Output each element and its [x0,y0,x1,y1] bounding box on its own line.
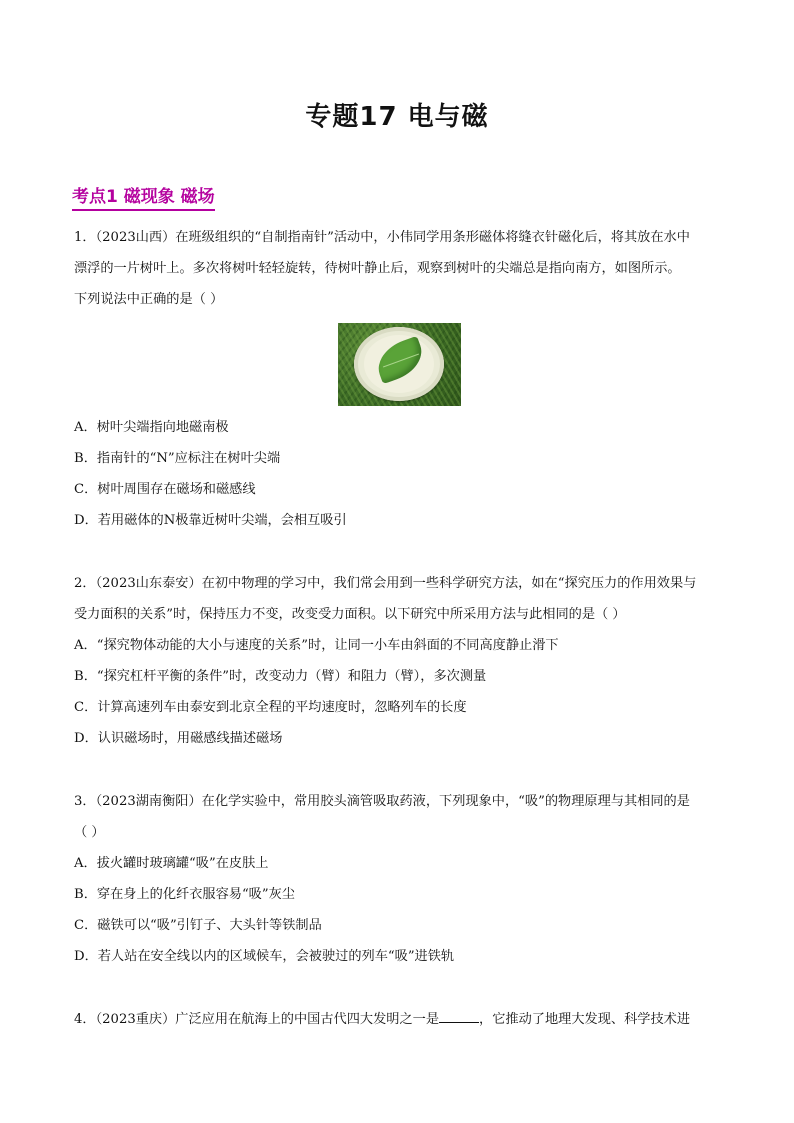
answer-blank[interactable] [439,1008,479,1023]
option-b: B．“探究杠杆平衡的条件”时，改变动力（臂）和阻力（臂），多次测量 [74,669,487,684]
option-d: D．认识磁场时，用磁感线描述磁场 [74,731,283,746]
option-c: C．树叶周围存在磁场和磁感线 [74,482,256,497]
question-stem-line: 漂浮的一片树叶上。多次将树叶轻轻旋转，待树叶静止后，观察到树叶的尖端总是指向南方，如图所示。 [74,261,681,276]
question-1 [74,222,724,536]
leaf-compass-photo [338,323,461,406]
question-3 [74,786,724,972]
question-stem-line: 下列说法中正确的是（ ） [74,292,224,307]
option-c: C．磁铁可以“吸”引钉子、大头针等铁制品 [74,918,322,933]
option-b: B．指南针的“N”应标注在树叶尖端 [74,451,281,466]
question-4 [74,1004,724,1035]
option-a: A．“探究物体动能的大小与速度的关系”时，让同一小车由斜面的不同高度静止滑下 [74,638,559,653]
option-d: D．若用磁体的N极靠近树叶尖端，会相互吸引 [74,513,347,528]
question-stem-line [74,1004,724,1035]
option-a: A．拔火罐时玻璃罐“吸”在皮肤上 [74,856,269,871]
question-stem-line: 1．（2023山西）在班级组织的“自制指南针”活动中，小伟同学用条形磁体将缝衣针磁化后，将其放在水中 [74,230,690,245]
page-title: 专题17 电与磁 [305,102,489,132]
question-2 [74,568,724,754]
option-b: B．穿在身上的化纤衣服容易“吸”灰尘 [74,887,295,902]
question-stem-text: 4．（2023重庆）广泛应用在航海上的中国古代四大发明之一是 [74,1012,440,1027]
question-stem-line: 3．（2023湖南衡阳）在化学实验中，常用胶头滴管吸取药液，下列现象中，“吸”的物理原理与其相同的是 [74,794,690,809]
option-d: D．若人站在安全线以内的区域候车，会被驶过的列车“吸”进铁轨 [74,949,455,964]
document-body [74,222,724,1035]
question-stem-text: ，它推动了地理大发现、科学技术进 [479,1012,691,1027]
section-heading: 考点1 磁现象 磁场 [72,186,215,211]
question-stem-line: 2．（2023山东泰安）在初中物理的学习中，我们常会用到一些科学研究方法，如在“探究压力的作用效果与 [74,576,697,591]
option-c: C．计算高速列车由泰安到北京全程的平均速度时，忽略列车的长度 [74,700,467,715]
question-stem-line: （ ） [74,825,105,840]
question-stem-line: 受力面积的关系”时，保持压力不变，改变受力面积。以下研究中所采用方法与此相同的是（ ） [74,607,626,622]
option-a: A．树叶尖端指向地磁南极 [74,420,229,435]
